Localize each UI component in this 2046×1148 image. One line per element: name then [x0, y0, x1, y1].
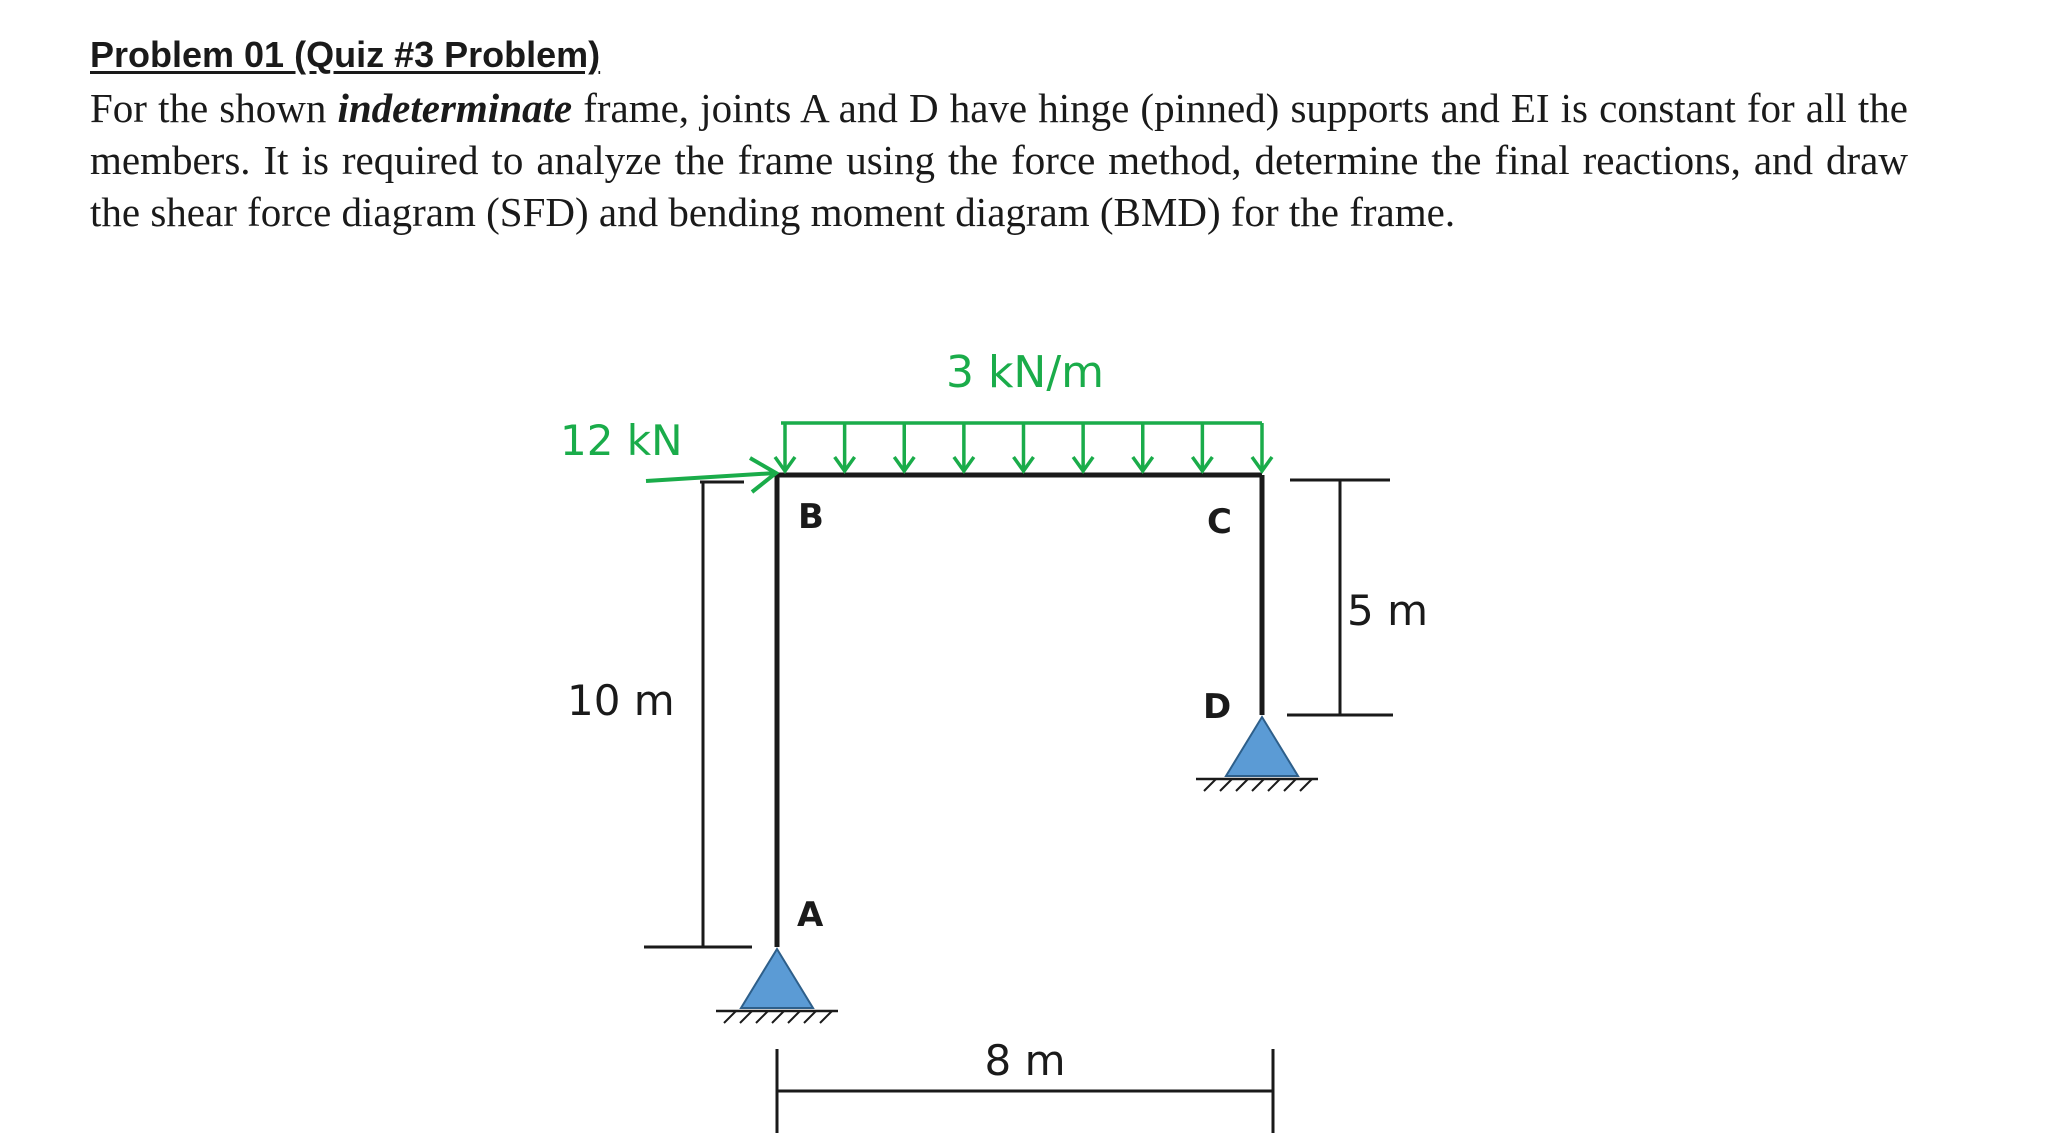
- joint-label-d: D: [1203, 687, 1232, 727]
- dimension-right-label: 5 m: [1347, 586, 1428, 635]
- point-load-arrow: [646, 473, 776, 481]
- distributed-load-label: 3 kN/m: [945, 347, 1105, 398]
- joint-label-a: A: [797, 895, 824, 935]
- joint-label-b: B: [798, 497, 824, 537]
- joint-label-c: C: [1207, 502, 1232, 542]
- pin-support-d: [1196, 717, 1318, 791]
- statement-emphasis: indeterminate: [337, 85, 573, 131]
- statement-part-2: frame, joints A and D have hinge (pinned) supports and EI is constant for all the members. It is required to analyze the frame using the force method, determine the final reactions, and draw the shear force diagram (SFD) and bending moment diagram (BMD) for the frame.: [90, 85, 1909, 235]
- load-arrows: [775, 423, 1272, 471]
- statement-part-1: For the shown: [90, 85, 338, 131]
- pin-support-a: [716, 949, 838, 1023]
- point-load-label: 12 kN: [560, 416, 683, 465]
- distributed-load: [775, 423, 1272, 471]
- dimension-span-label: 8 m: [984, 1036, 1066, 1085]
- problem-heading: Problem 01 (Quiz #3 Problem): [90, 34, 601, 75]
- dimension-left-label: 10 m: [567, 676, 675, 725]
